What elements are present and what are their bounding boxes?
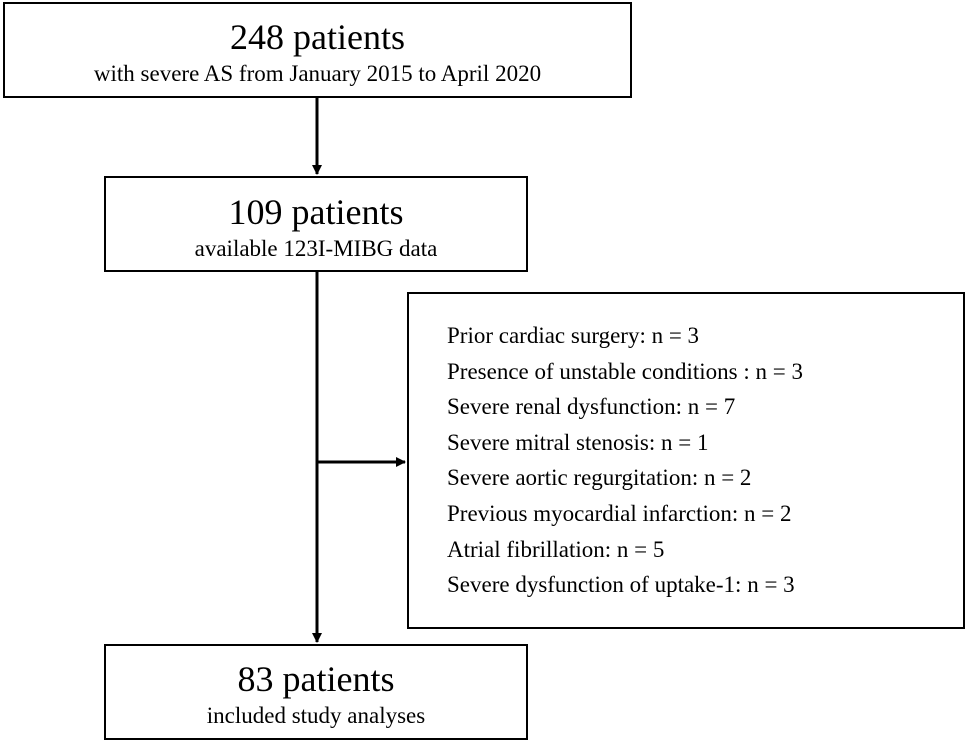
mibg-available-count: 109 patients [228,192,404,232]
box-mibg-available [104,176,528,272]
final-cohort-description: included study analyses [206,703,426,728]
exclusion-item: Prior cardiac surgery: n = 3 [447,323,700,348]
exclusion-item: Severe renal dysfunction: n = 7 [447,394,736,420]
exclusion-item: Severe aortic regurgitation: n = 2 [447,465,752,491]
exclusion-item: Presence of unstable conditions : n = 3 [447,358,803,384]
initial-cohort-description: with severe AS from January 2015 to April 2020 [93,61,542,86]
initial-cohort-count: 248 patients [230,17,405,57]
box-exclusions [407,292,965,629]
exclusion-item: Severe dysfunction of uptake-1: n = 3 [447,572,795,598]
box-initial-cohort [3,2,632,98]
exclusion-item: Atrial fibrillation: n = 5 [447,536,665,562]
mibg-available-description: available 123I-MIBG data [194,236,438,261]
final-cohort-count: 83 patients [237,659,395,699]
exclusion-item: Previous myocardial infarction: n = 2 [447,500,792,526]
exclusion-list [409,294,963,603]
box-final-cohort [104,644,528,740]
exclusion-item: Severe mitral stenosis: n = 1 [447,429,709,455]
